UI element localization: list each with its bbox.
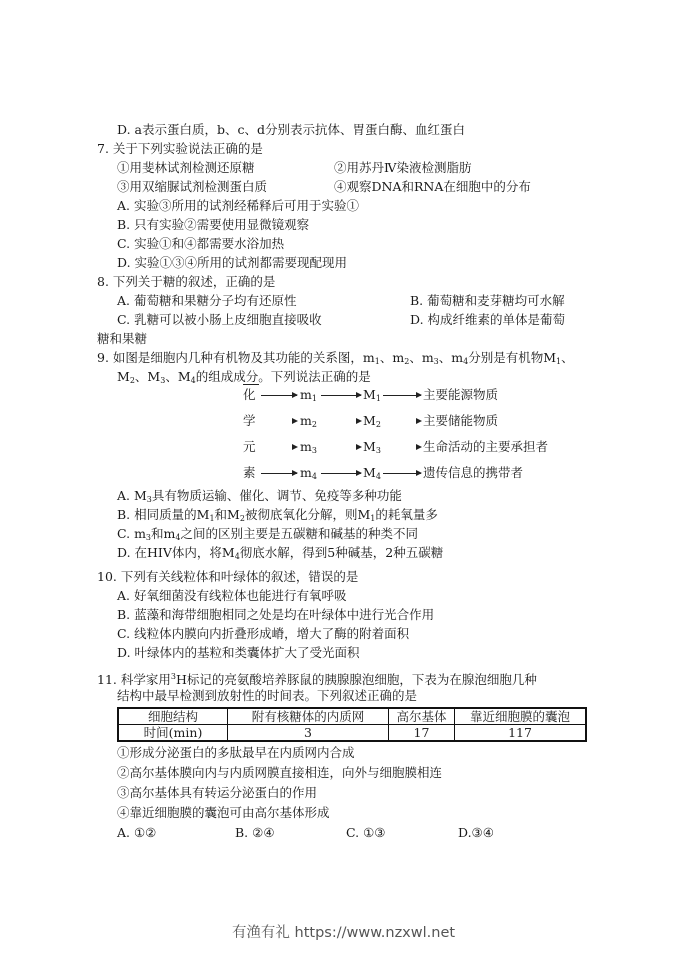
macro-M3: $M_3$ [363, 439, 381, 455]
table-cell: 3 [228, 725, 389, 742]
sub: 1 [556, 357, 562, 366]
table-header: 高尔基体 [389, 708, 455, 725]
arrow-icon [416, 444, 422, 450]
q7-option-c: C. 实验①和④都需要水浴加热 [117, 236, 285, 251]
q9-stem-post: 分别是有机物M [468, 350, 557, 365]
q11-option-b: B. ②④ [235, 825, 275, 840]
overline [243, 384, 259, 385]
q9-option-a: A. $M_3$具有物质运输、催化、调节、免疫等多种功能 [117, 488, 402, 504]
q11-statement-3: ③高尔基体具有转运分泌蛋白的作用 [117, 785, 318, 800]
q8-option-d: D. 构成纤维素的单体是葡萄 [410, 312, 566, 327]
table-cell: 117 [455, 725, 587, 742]
q7-stem: 7. 关于下列实验说法正确的是 [97, 141, 263, 156]
q7-option-a: A. 实验③所用的试剂经稀释后可用于实验① [117, 198, 359, 213]
q10-option-a: A. 好氧细菌没有线粒体也能进行有氧呼吸 [117, 588, 347, 603]
q10-option-b: B. 蓝藻和海带细胞相同之处是均在叶绿体中进行光合作用 [117, 607, 435, 622]
arrow-icon [356, 418, 362, 424]
element-char: 元 [243, 439, 256, 454]
q8-option-a: A. 葡萄糖和果糖分子均有还原性 [117, 293, 297, 308]
q11-option-a: A. ①② [117, 825, 157, 840]
arrow-icon [321, 395, 361, 396]
timing-table [117, 707, 587, 742]
q9-option-d: D. 在HIV体内，将$M_4$彻底水解，得到5种碱基，2种五碳糖 [117, 545, 444, 561]
table-cell: 17 [389, 725, 455, 742]
q6-option-d: D. a表示蛋白质，b、c、d分别表示抗体、胃蛋白酶、血红蛋白 [117, 122, 465, 137]
arrow-icon [261, 395, 297, 396]
monomer-m4: $m_4$ [300, 465, 317, 481]
watermark-footer: 有渔有礼 https://www.nzxwl.net [231, 925, 456, 941]
macro-M4: $M_4$ [363, 465, 381, 481]
arrow-icon [383, 473, 421, 474]
arrow-icon [356, 444, 362, 450]
table-header-row [118, 708, 586, 725]
q11-statement-4: ④靠近细胞膜的囊泡可由高尔基体形成 [117, 805, 330, 820]
element-char: 化 [243, 387, 256, 402]
sub: 4 [463, 357, 469, 366]
macro-M1: $M_1$ [363, 387, 381, 403]
q8-option-d-wrap: 糖和果糖 [97, 331, 148, 346]
function-4: 遗传信息的携带者 [423, 465, 524, 480]
monomer-m1: $m_1$ [300, 387, 317, 403]
q7-option-b: B. 只有实验②需要使用显微镜观察 [117, 217, 310, 232]
q9-stem-line1: 9. 如图是细胞内几种有机物及其功能的关系图，$m_1$、$m_2$、$m_3$、$m_4$分别是有机物$M_1$、 [97, 350, 574, 366]
q7-option-d: D. 实验①③④所用的试剂都需要现配现用 [117, 255, 348, 270]
table-cell: 时间(min) [118, 725, 228, 742]
element-char: 素 [243, 465, 256, 480]
arrow-icon [321, 473, 361, 474]
table-header: 附有核糖体的内质网 [228, 708, 389, 725]
q10-option-c: C. 线粒体内膜向内折叠形成嵴，增大了酶的附着面积 [117, 626, 410, 641]
q8-option-c: C. 乳糖可以被小肠上皮细胞直接吸收 [117, 312, 322, 327]
table-row [118, 725, 586, 742]
organic-matter-diagram [243, 386, 583, 486]
table-header: 细胞结构 [118, 708, 228, 725]
q11-stem-line1: 11. 科学家用$^3$H标记的亮氨酸培养豚鼠的胰腺腺泡细胞，下表为在腺泡细胞几种 [97, 672, 537, 687]
sub: 4 [190, 376, 196, 385]
sub: 3 [160, 376, 166, 385]
element-char: 学 [243, 413, 256, 428]
arrow-icon [261, 473, 297, 474]
q9-option-c: C. $m_3$和$m_4$之间的区别主要是五碳糖和碱基的种类不同 [117, 526, 418, 542]
q8-option-b: B. 葡萄糖和麦芽糖均可水解 [410, 293, 565, 308]
q11-statement-1: ①形成分泌蛋白的多肽最早在内质网内合成 [117, 745, 355, 760]
q7-item-3: ③用双缩脲试剂检测蛋白质 [117, 179, 268, 194]
q10-stem: 10. 下列有关线粒体和叶绿体的叙述，错误的是 [97, 569, 359, 584]
sub: 2 [404, 357, 410, 366]
arrow-icon [416, 418, 422, 424]
q11-option-c: C. ①③ [346, 825, 386, 840]
q10-option-d: D. 叶绿体内的基粒和类囊体扩大了受光面积 [117, 645, 360, 660]
arrow-icon [383, 395, 421, 396]
sub: 3 [433, 357, 439, 366]
monomer-m3: $m_3$ [300, 439, 317, 455]
function-2: 主要储能物质 [423, 413, 499, 428]
function-1: 主要能源物质 [423, 387, 499, 402]
q11-option-d: D.③④ [458, 825, 494, 840]
q8-stem: 8. 下列关于糖的叙述，正确的是 [97, 274, 276, 289]
table-header: 靠近细胞膜的囊泡 [455, 708, 587, 725]
arrow-icon [292, 418, 298, 424]
q9-stem-line2: $M_2$、$M_3$、$M_4$的组成成分。下列说法正确的是 [117, 369, 371, 385]
q11-statement-2: ②高尔基体膜向内与内质网膜直接相连，向外与细胞膜相连 [117, 765, 443, 780]
q7-item-2: ②用苏丹Ⅳ染液检测脂肪 [334, 160, 472, 175]
q9-option-b: B. 相同质量的$M_1$和$M_2$被彻底氧化分解，则$M_1$的耗氧量多 [117, 507, 438, 523]
q9-stem-pre: 9. 如图是细胞内几种有机物及其功能的关系图，m [97, 350, 375, 365]
q9-stem-line2-post: 的组成成分。下列说法正确的是 [195, 369, 371, 384]
q11-stem-line2: 结构中最早检测到放射性的时间表。下列叙述正确的是 [117, 688, 418, 703]
arrow-icon [292, 444, 298, 450]
macro-M2: $M_2$ [363, 413, 381, 429]
q7-item-4: ④观察DNA和RNA在细胞中的分布 [334, 179, 531, 194]
sub: 1 [374, 357, 380, 366]
function-3: 生命活动的主要承担者 [423, 439, 549, 454]
monomer-m2: $m_2$ [300, 413, 317, 429]
q7-item-1: ①用斐林试剂检测还原糖 [117, 160, 255, 175]
sub: 2 [129, 376, 135, 385]
